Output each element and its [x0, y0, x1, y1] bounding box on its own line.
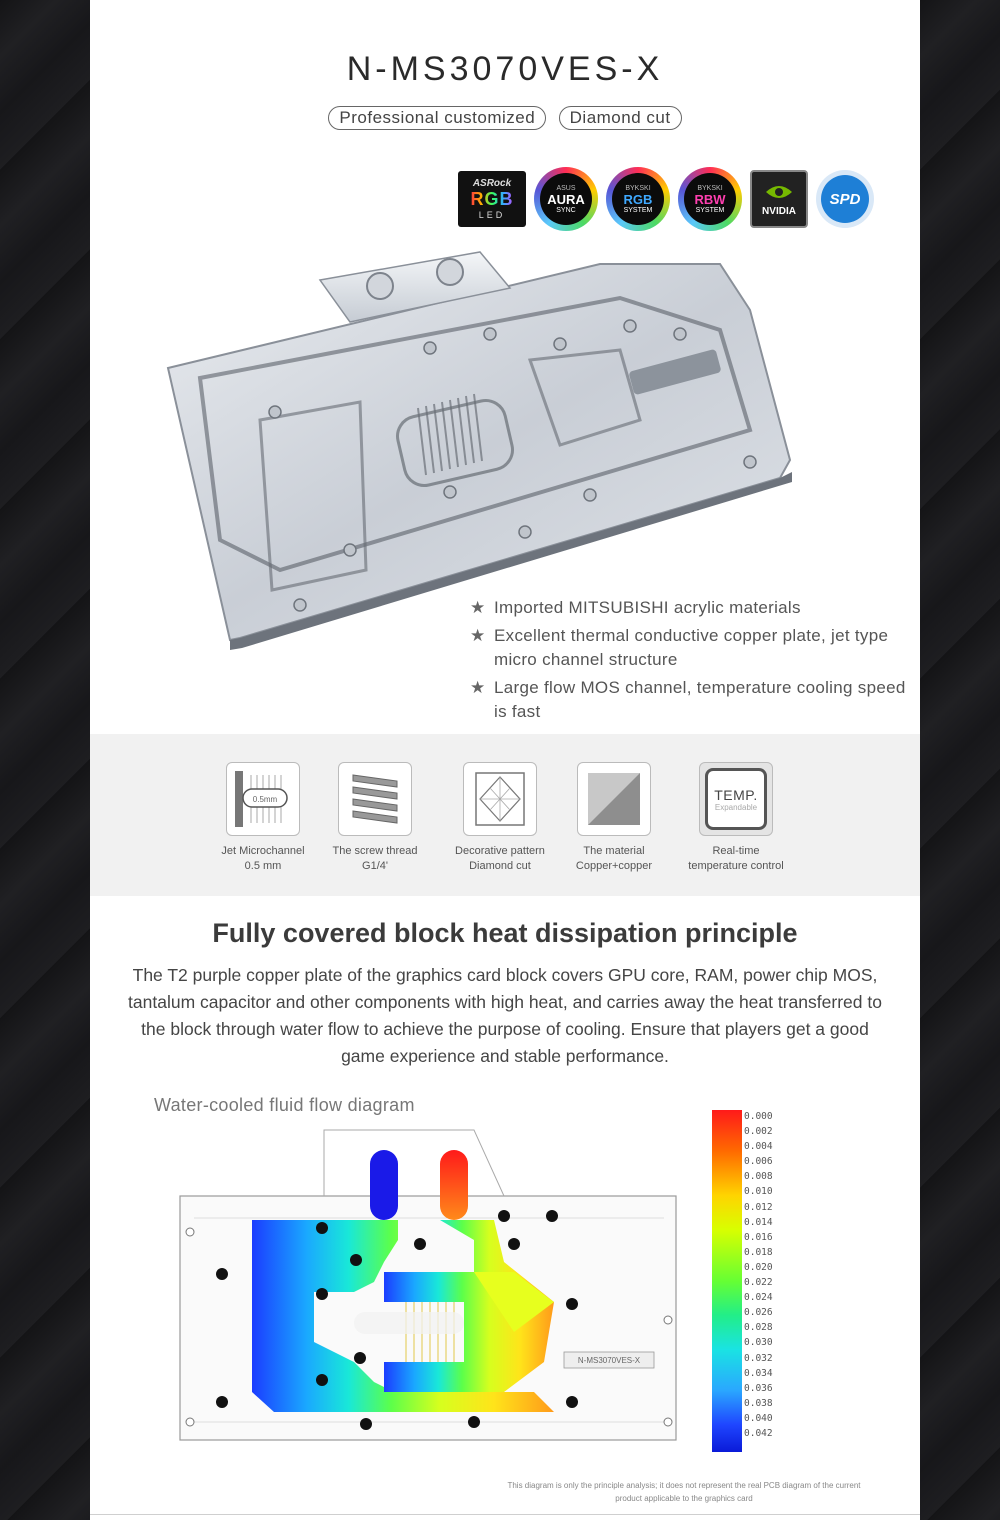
tag-row — [90, 106, 920, 130]
scale-label: 0.032 — [744, 1352, 773, 1364]
tag-professional-customized: Professional customized — [328, 106, 546, 130]
star-icon: ★ — [470, 626, 486, 645]
bykski-rgb-logo: BYKSKI RGB SYSTEM — [606, 167, 670, 231]
tag-diamond-cut: Diamond cut — [559, 106, 682, 130]
bykski-rbw-logo: BYKSKI RBW SYSTEM — [678, 167, 742, 231]
scale-label: 0.028 — [744, 1322, 773, 1334]
scale-label: 0.040 — [744, 1412, 773, 1424]
scale-label: 0.024 — [744, 1292, 773, 1304]
scale-label: 0.000 — [744, 1111, 773, 1122]
temp-icon: TEMP. Expandable — [699, 762, 773, 836]
diamond-pattern-icon — [463, 762, 537, 836]
left-background-panel — [0, 0, 90, 1520]
block-engraving: N-MS3070VES-X — [577, 1356, 641, 1365]
scale-label: 0.014 — [744, 1216, 773, 1228]
feature-item: ★ Excellent thermal conductive copper plate, jet type micro channel structure — [470, 624, 910, 672]
scale-label: 0.018 — [744, 1246, 773, 1258]
scale-label: 0.038 — [744, 1397, 773, 1409]
water-block-render — [160, 240, 800, 650]
scale-label: 0.034 — [744, 1367, 773, 1379]
nvidia-eye-icon — [764, 182, 794, 202]
compatibility-logos — [458, 166, 874, 232]
nvidia-logo: NVIDIA — [750, 170, 808, 228]
scale-label: 0.042 — [744, 1427, 773, 1439]
scale-label: 0.022 — [744, 1277, 773, 1289]
color-scale-bar — [712, 1110, 742, 1452]
principle-title: Fully covered block heat dissipation principle — [212, 918, 798, 948]
product-title: N-MS3070VES-X — [346, 50, 664, 88]
feature-item: ★ Large flow MOS channel, temperature cooling speed is fast — [470, 676, 910, 724]
scale-label: 0.012 — [744, 1201, 773, 1213]
scale-label: 0.002 — [744, 1126, 773, 1138]
scale-label: 0.030 — [744, 1337, 773, 1349]
spec-jet-microchannel: 0.5mm Jet Microchannel 0.5 mm — [198, 762, 328, 874]
star-icon: ★ — [470, 598, 486, 617]
scale-label: 0.016 — [744, 1231, 773, 1243]
scale-label: 0.026 — [744, 1307, 773, 1319]
scale-label: 0.006 — [744, 1156, 773, 1168]
scale-label: 0.008 — [744, 1171, 773, 1183]
aura-sync-logo: ASUS AURA SYNC — [534, 167, 598, 231]
diagram-footnote: This diagram is only the principle analysis; it does not represent the real PCB diagram of the current product applicable to the graphics card — [507, 1481, 861, 1503]
product-page — [90, 0, 920, 1520]
feature-list — [470, 596, 910, 728]
spd-logo: SPD — [816, 170, 874, 228]
spec-band — [90, 734, 920, 896]
fluid-flow-diagram — [174, 1122, 684, 1452]
jet-microchannel-icon — [226, 762, 300, 836]
svg-text:0.5mm: 0.5mm — [252, 795, 278, 804]
spec-screw-thread: The screw thread G1/4' — [310, 762, 440, 874]
scale-label: 0.020 — [744, 1261, 773, 1273]
color-scale-labels — [744, 1111, 773, 1443]
bottom-divider — [90, 1514, 920, 1515]
scale-label: 0.010 — [744, 1186, 773, 1198]
scale-label: 0.036 — [744, 1382, 773, 1394]
material-icon — [577, 762, 651, 836]
flow-diagram-caption: Water-cooled fluid flow diagram — [154, 1095, 415, 1115]
spec-material: The material Copper+copper — [549, 762, 679, 874]
feature-item: ★ Imported MITSUBISHI acrylic materials — [470, 596, 910, 620]
scale-label: 0.004 — [744, 1141, 773, 1153]
right-background-panel — [920, 0, 1000, 1520]
asrock-rgb-logo: ASRock RGB LED — [458, 171, 526, 227]
principle-text: The T2 purple copper plate of the graphics card block covers GPU core, RAM, power chip MOS, tantalum capacitor and other components with high heat, and carries away the heat transferred to the block through water flow to achieve the purpose of cooling. Ensure that players get a good game experience and stable performance. — [128, 965, 882, 1066]
star-icon: ★ — [470, 678, 486, 697]
spec-decorative-pattern: Decorative pattern Diamond cut — [435, 762, 565, 874]
screw-thread-icon — [338, 762, 412, 836]
spec-temperature: TEMP. Expandable Real-time temperature control — [671, 762, 801, 874]
